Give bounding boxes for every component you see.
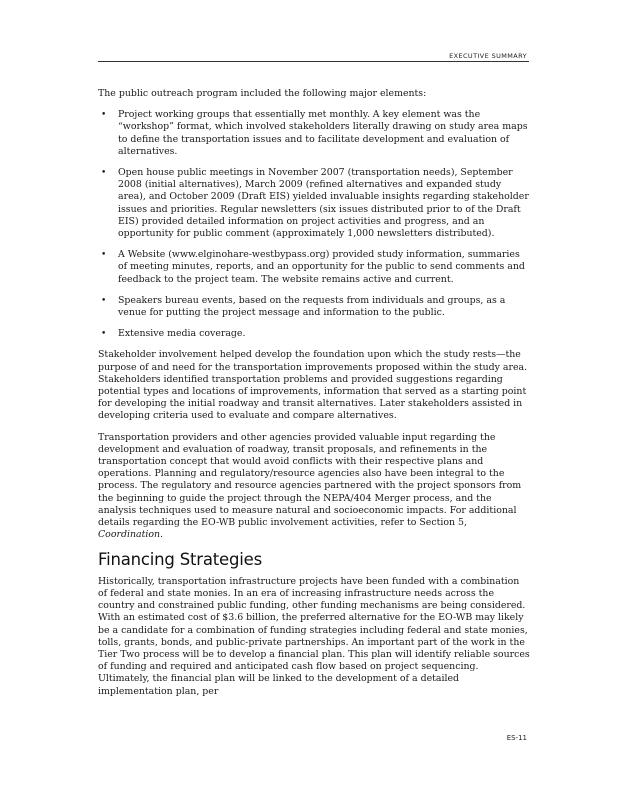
- page-number: ES-11: [506, 734, 527, 742]
- agencies-paragraph: [98, 432, 530, 542]
- coordination-reference: Coordination: [98, 529, 161, 541]
- stakeholder-paragraph: Stakeholder involvement helped develop the foundation upon which the study rests—the purpose of and need for the transportation improvements proposed within the study area. Stakeholders identified transportation problems and provided suggestions regarding potential types and locations of improvements, information that served as a starting point for developing the initial roadway and transit alternatives. Later stakeholders assisted in developing criteria used to evaluate and compare alternatives.: [98, 349, 528, 422]
- agencies-text: Transportation providers and other agencies provided valuable input regarding the development and evaluation of roadway, transit proposals, and refinements in the transportation concept that would avoid conflicts with their respective plans and operations. Planning and regulatory/resource agencies also have been integral to the process. The regulatory and resource agencies partnered with the project sponsors from the beginning to guide the project through the NEPA/404 Merger process, and the analysis techniques used to measure natural and socioeconomic impacts. For additional details regarding the EO-WB public involvement activities, refer to Section 5,: [98, 431, 522, 529]
- list-item-text: Speakers bureau events, based on the requests from individuals and groups, as a venue for putting the project message and information to the public.: [118, 294, 506, 319]
- financing-paragraph: Historically, transportation infrastructure projects have been funded with a combination of federal and state monies. In an era of increasing infrastructure needs across the country and constrained public funding, other funding mechanisms are being considered. With an estimated cost of $3.6 billion, the preferred alternative for the EO-WB may likely be a candidate for a combination of funding strategies including federal and state monies, tolls, grants, bonds, and public-private partnerships. An important part of the work in the Tier Two process will be to develop a financial plan. This plan will identify reliable sources of funding and required and anticipated cash flow based on project sequencing. Ultimately, the financial plan will be linked to the development of a detailed implementation plan, per: [98, 575, 530, 697]
- list-item-text: Project working groups that essentially met monthly. A key element was the “workshop” format, which involved stakeholders literally drawing on study area maps to define the transportation issues and to facilitate development and evaluation of alternatives.: [118, 109, 528, 157]
- header-divider: [98, 61, 529, 62]
- list-item-text: A Website (www.elginohare-westbypass.org) provided study information, summaries of meeting minutes, reports, and an opportunity for the public to send comments and feedback to the project team. The website remains active and current.: [118, 249, 525, 285]
- outreach-elements-list: [98, 109, 530, 340]
- section-heading-financing: Financing Strategies: [98, 549, 262, 569]
- page-body: [98, 88, 530, 707]
- running-header: EXECUTIVE SUMMARY: [449, 52, 527, 60]
- agencies-end: .: [160, 529, 164, 541]
- list-item: [98, 328, 530, 340]
- list-item: [98, 167, 530, 240]
- intro-paragraph: The public outreach program included the following major elements:: [98, 88, 427, 99]
- bullet-icon: •: [101, 329, 107, 340]
- bullet-icon: •: [101, 168, 107, 179]
- bullet-icon: •: [101, 250, 107, 261]
- bullet-icon: •: [101, 295, 107, 306]
- list-item: [98, 109, 530, 158]
- list-item-text: Open house public meetings in November 2007 (transportation needs), September 2008 (initial alternatives), March 2009 (refined alternatives and expanded study area), and October 2009 (Draft EIS) yielded invaluable insights regarding stakeholder issues and priorities. Regular newsletters (six issues distributed prior to of the Draft EIS) provided detailed information on project activities and progress, and an opportunity for public comment (approximately 1,000 newsletters distributed).: [118, 167, 529, 240]
- list-item: [98, 295, 530, 319]
- list-item-text: Extensive media coverage.: [118, 328, 246, 340]
- bullet-icon: •: [101, 110, 107, 121]
- list-item: [98, 249, 530, 286]
